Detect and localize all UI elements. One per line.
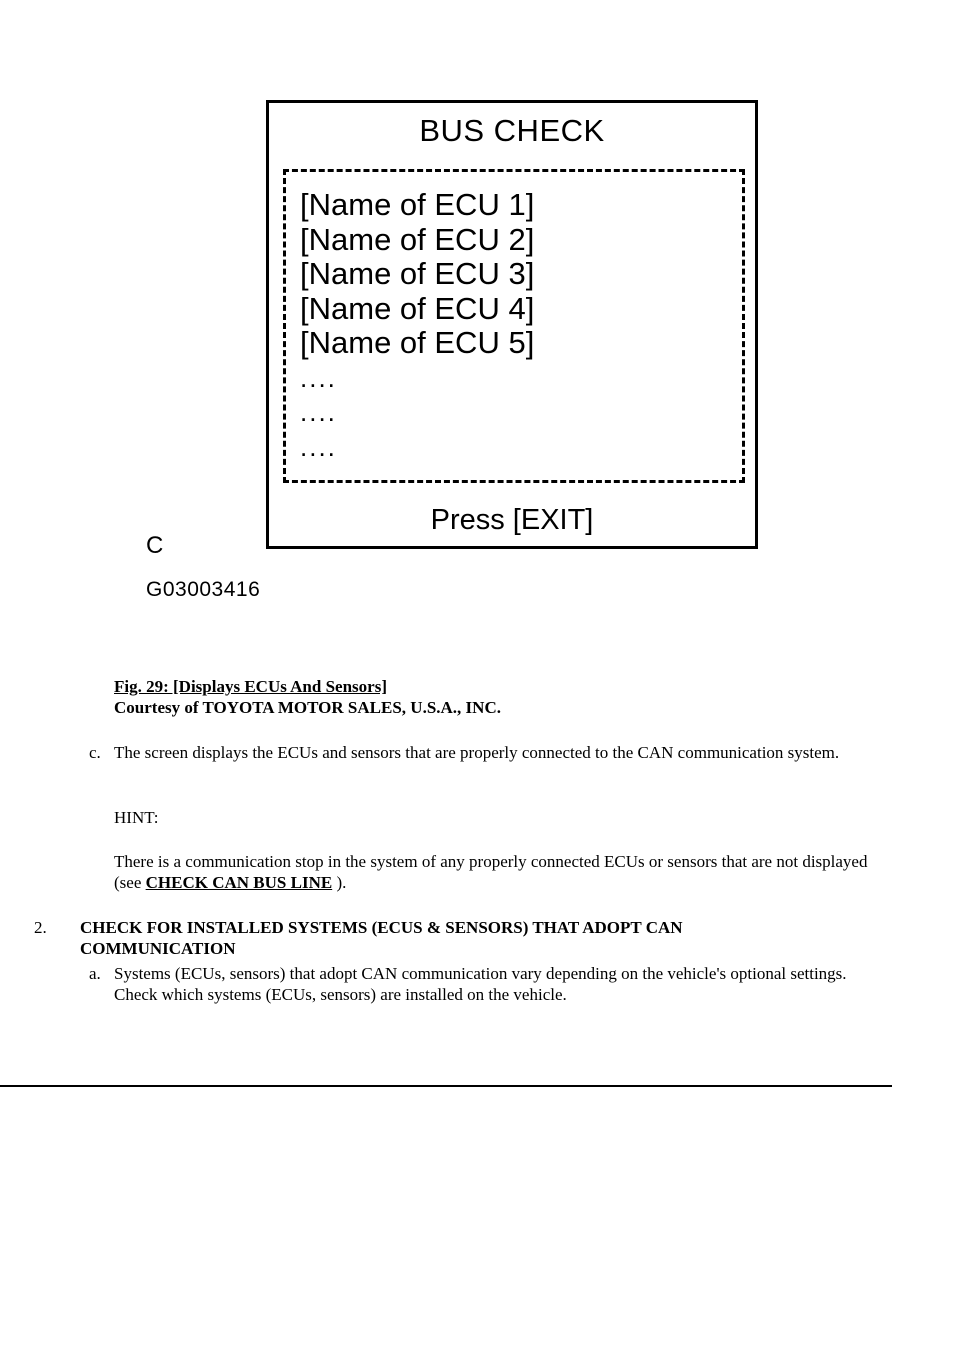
ecu-item: [Name of ECU 3] [300,256,535,291]
ecu-item: [Name of ECU 1] [300,187,535,222]
ecu-item: [Name of ECU 2] [300,221,535,257]
section-2-heading: CHECK FOR INSTALLED SYSTEMS (ECUS & SENSORS) THAT ADOPT CAN COMMUNICATION [80,918,683,958]
figure-title: Fig. 29: [Displays ECUs And Sensors] [114,677,387,696]
hint-text [114,851,884,893]
step-c-marker: c. [89,743,101,762]
figure-code: G03003416 [146,578,261,601]
press-exit-label: Press [EXIT] [430,504,594,536]
step-c-text: The screen displays the ECUs and sensors that are properly connected to the CAN communication system. [114,743,840,762]
figure-letter: C [146,532,164,559]
hint-text-after: ). [332,873,347,892]
ecu-item: [Name of ECU 4] [300,290,535,326]
figure-caption [114,676,501,718]
ellipsis-item: .... [300,397,337,427]
step-a-text: Systems (ECUs, sensors) that adopt CAN communication vary depending on the vehicle's optional settings. Check which systems (ECUs, sensors) are installed on the vehicle. [114,964,847,1004]
step-a-marker: a. [89,964,101,983]
hint-label: HINT: [114,808,159,827]
screen-title: BUS CHECK [419,113,605,148]
ellipsis-item: .... [300,431,337,462]
section-2-number: 2. [34,918,47,937]
ecu-item: [Name of ECU 5] [300,325,535,360]
figure-courtesy: Courtesy of TOYOTA MOTOR SALES, U.S.A., INC. [114,698,501,717]
bus-check-screen-figure [266,100,758,549]
check-can-bus-line-link[interactable]: CHECK CAN BUS LINE [145,873,333,892]
ecu-list-box [283,169,745,483]
ecu-list [300,188,534,464]
hint-text-before: There is a communication stop in the system of any properly connected ECUs or sensors that are not displayed (see [114,852,868,892]
ellipsis-item: .... [300,362,337,393]
bottom-divider [0,1085,892,1087]
